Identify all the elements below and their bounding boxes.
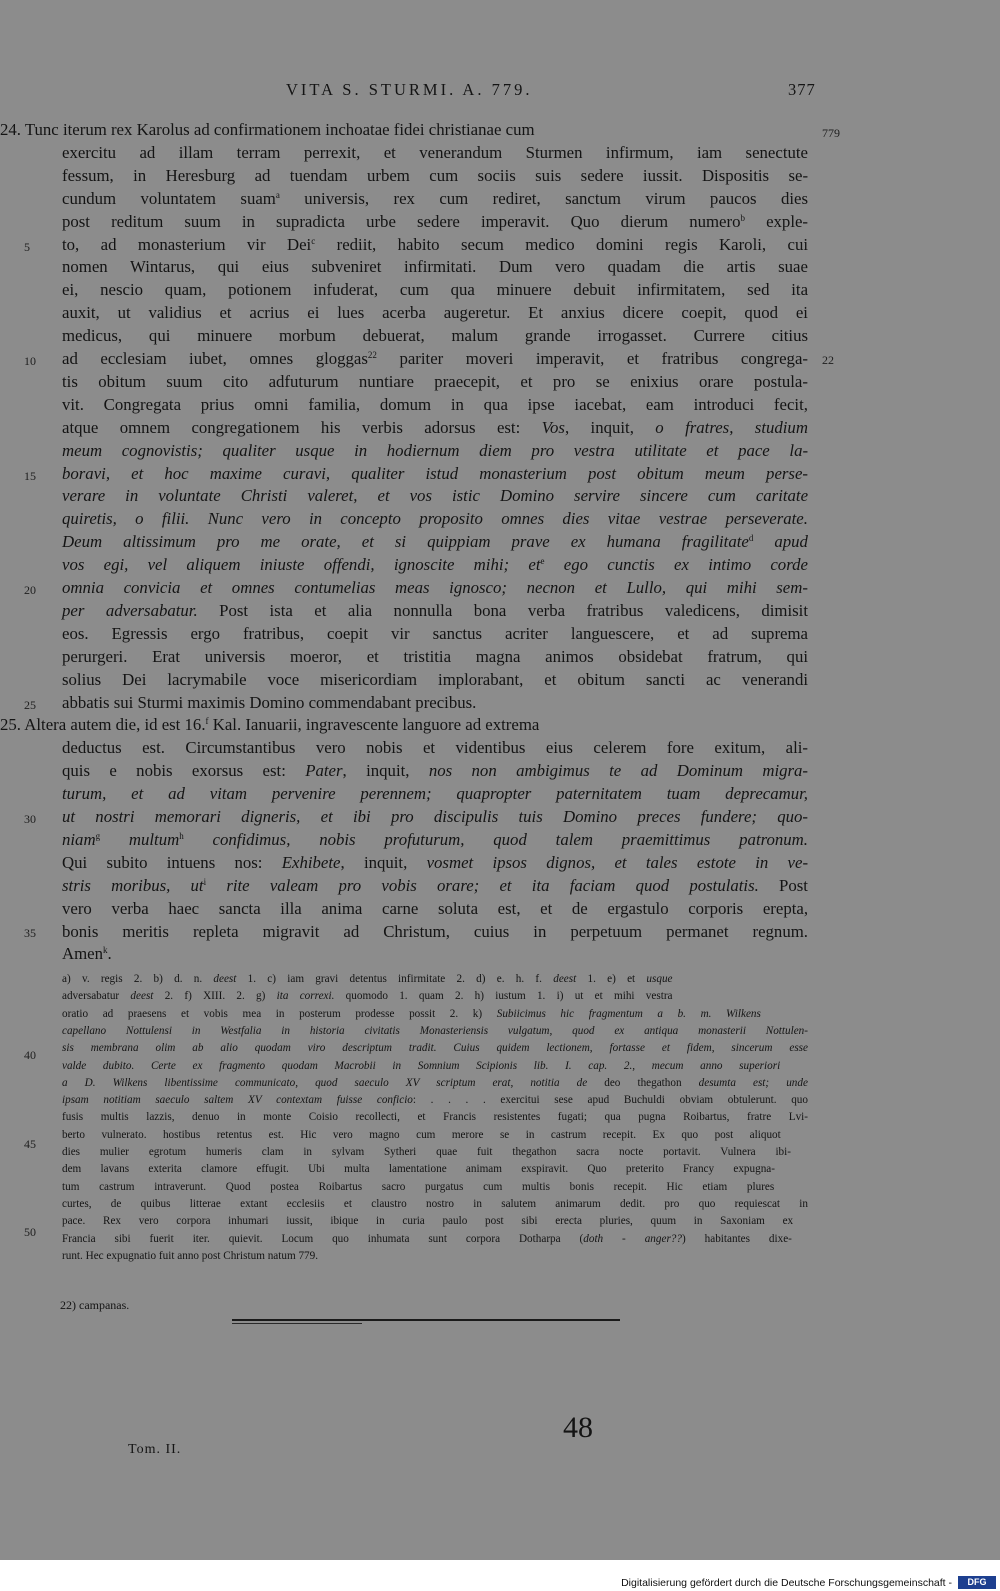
- footnote-line: [62, 1233, 792, 1245]
- text-run: dem lavans exterita clamore effugit. Ubi multa lamentatione animam exspiravit. Quo preterito Francy expugna-: [62, 1163, 776, 1176]
- text-run: meum cognovistis; qualiter usque in hodiernum diem pro vestra utilitate et pace la-: [62, 440, 809, 460]
- text-line: [62, 509, 808, 529]
- text-run: Kal. Ianuarii, ingravescente languore ad extrema: [208, 715, 540, 735]
- text-line: [62, 326, 808, 346]
- line-number: 15: [24, 469, 36, 483]
- text-run: ad ecclesiam iubet, omnes gloggas: [62, 349, 368, 368]
- text-line: [62, 807, 808, 827]
- text-run: Vos: [541, 417, 565, 437]
- note-marker: g: [95, 830, 101, 841]
- line-number: 40: [24, 1048, 36, 1062]
- text-run: quomodo 1. quam 2. h) iustum 1. i) ut et mihi vestra: [334, 990, 673, 1003]
- text-run: tis obitum suum cito adfuturum nuntiare praecepit, et pro se enixius orare postula-: [62, 371, 808, 391]
- text-run: oratio ad praesens et vobis mea in posterum prodesse possit 2. k): [62, 1007, 497, 1020]
- text-run: berto vulnerato. hostibus retentus est. Hic vero magno cum merore se in castrum recepit. Ex quo post aliquot: [62, 1128, 781, 1141]
- text-run: vero verba haec sancta illa anima carne soluta est, et de ergastulo corporis erepta,: [62, 898, 809, 918]
- text-run: tum castrum intraverunt. Quod postea Roibartus sacro purgatus cum multis bonis recepit. Hic etiam plures: [62, 1180, 775, 1193]
- text-run: : . . . . exercitui sese apud Buchuldi obviam obtulerunt. quo: [412, 1094, 808, 1107]
- note-marker: a: [275, 189, 280, 200]
- text-run: 25. Altera autem die, id est 16.: [0, 715, 206, 735]
- text-run: perurgeri. Erat universis moeror, et tristitia magna animos obsidebat fratrum, qui: [62, 646, 808, 666]
- text-run: adversabatur: [62, 990, 131, 1003]
- text-line: [62, 143, 808, 163]
- text-run: turum, et ad vitam pervenire perennem; quapropter paternitatem tuam deprecamur,: [62, 784, 808, 804]
- footnote-line: [62, 1250, 318, 1262]
- text-run: runt. Hec expugnatio fuit anno post Christum natum 779.: [62, 1249, 319, 1262]
- text-run: ) habitantes dixe-: [682, 1232, 792, 1245]
- footnote-22: 22) campanas.: [60, 1298, 130, 1312]
- text-run: 24. Tunc iterum rex Karolus ad confirmationem inchoatae fidei christianae cum: [0, 120, 535, 139]
- text-run: sis membrana olim ab alio quodam viro descriptum tradit. Cuius quidem lectionem, fortasse et fidem, sincerum esse: [62, 1042, 808, 1055]
- text-run: Post ista et alia nonnulla bona verba fratribus valedicens, dimisit: [197, 600, 808, 620]
- text-run: solius Dei lacrymabile voce misericordiam implorabant, et obitum sancti ac venerandi: [62, 669, 808, 689]
- text-line: [62, 899, 808, 919]
- text-line: [62, 235, 808, 255]
- text-run: deest: [553, 973, 577, 985]
- text-run: deductus est. Circumstantibus vero nobis et videntibus eius celerem fore exitum, ali-: [62, 738, 809, 758]
- text-run: niam: [62, 829, 96, 849]
- text-run: desumta est; unde: [698, 1076, 808, 1089]
- text-line: [62, 601, 808, 621]
- footnote-line: [62, 1163, 775, 1175]
- volume-label: Tom. II.: [128, 1442, 182, 1457]
- text-line: [62, 395, 808, 415]
- text-run: deest: [130, 990, 154, 1003]
- footnote-line: [62, 1008, 761, 1020]
- footnote-line: [62, 1094, 808, 1106]
- footer-bar: [0, 1560, 1000, 1591]
- footnote-line: [62, 990, 673, 1002]
- text-line: [62, 922, 808, 942]
- divider-rule: [232, 1319, 620, 1321]
- text-run: valde dubito. Certe ex fragmento quodam Macrobii in Somnium Scipionis lib. I. cap. 2., mecum anno superiori: [62, 1059, 781, 1072]
- text-run: ita correxi.: [276, 990, 335, 1003]
- text-line: [62, 441, 808, 461]
- text-run: atque omnem congregationem his verbis adorsus est:: [62, 417, 542, 437]
- text-run: auxit, ut validius et acrius ei lues acerba augeretur. Et anxius dicere coepit, quod ei: [62, 303, 808, 323]
- text-run: vos egi, vel aliquem iniuste offendi, ignoscite mihi; et: [62, 555, 541, 575]
- text-line: [62, 349, 808, 369]
- note-marker: c: [311, 235, 316, 246]
- line-number: 5: [24, 240, 30, 254]
- footnote-line: [62, 1181, 774, 1193]
- text-run: Amen: [62, 944, 104, 964]
- text-run: doth - anger??: [583, 1232, 682, 1245]
- line-number: 20: [24, 583, 36, 597]
- text-run: Pater: [305, 761, 343, 781]
- text-line: [62, 578, 808, 598]
- text-run: per adversabatur.: [62, 600, 198, 620]
- note-marker: d: [748, 533, 754, 544]
- footnote-line: [62, 1111, 808, 1123]
- text-run: a) v. regis 2. b) d. n.: [62, 973, 214, 985]
- text-run: exple-: [744, 211, 809, 231]
- text-line: [62, 693, 476, 713]
- text-line: [62, 418, 808, 438]
- text-line: [62, 257, 808, 277]
- text-run: usque: [646, 973, 673, 985]
- text-run: pace. Rex vero corpora inhumari iussit, ibique in curia paulo post sibi erecta pluries, quum in Saxoniam ex: [62, 1215, 794, 1228]
- footnote-line: [62, 1060, 780, 1072]
- running-title: VITA S. STURMI. A. 779.: [286, 80, 533, 99]
- text-run: to, ad monasterium vir Dei: [62, 234, 312, 254]
- text-run: , inquit,: [564, 417, 656, 437]
- footnote-line: [62, 1198, 808, 1210]
- text-run: omnia convicia et omnes contumelias meas ignosco; necnon et Lullo, qui mihi sem-: [62, 578, 808, 597]
- text-run: abbatis sui Sturmi maximis Domino commendabant precibus.: [62, 692, 477, 712]
- text-line: [62, 944, 112, 964]
- text-run: Subiicimus hic fragmentum a b. m. Wilkens: [496, 1007, 761, 1020]
- text-run: apud: [753, 532, 808, 552]
- text-line: [62, 555, 808, 575]
- text-run: 2. f) XIII. 2. g): [153, 990, 277, 1003]
- text-run: Post: [758, 875, 808, 895]
- text-run: quiretis, o filii. Nunc vero in concepto proposito omnes dies vitae vestrae perseverate.: [62, 509, 808, 529]
- text-line: [62, 876, 808, 896]
- footnote-line: [62, 1025, 808, 1037]
- text-line: [62, 830, 808, 850]
- text-run: exercitu ad illam terram perrexit, et venerandum Sturmen infirmum, iam senectute: [62, 142, 808, 162]
- text-run: bonis meritis repleta migravit ad Christum, cuius in perpetuum permanet regnum.: [62, 921, 808, 941]
- text-line: [62, 303, 808, 323]
- note-marker: b: [740, 212, 745, 223]
- text-run: multum: [100, 829, 180, 849]
- text-line: [0, 120, 535, 140]
- text-line: [62, 189, 808, 209]
- text-line: [62, 166, 808, 186]
- text-run: curtes, de quibus litterae extant ecclesiis et claustro nostro in salutem animarum dedit. pro quo requiescat in: [62, 1197, 809, 1210]
- footnote-line: [62, 1146, 791, 1158]
- text-run: , inquit,: [340, 852, 427, 872]
- text-run: ego cunctis ex intimo corde: [544, 555, 808, 575]
- footer-credit: Digitalisierung gefördert durch die Deutsche Forschungsgemeinschaft -: [621, 1577, 952, 1589]
- text-run: nomen Wintarus, qui eius subveniret infirmitati. Dum vero quadam die artis suae: [62, 257, 808, 277]
- text-run: quis e nobis exorsus est:: [62, 761, 306, 781]
- text-line: [62, 738, 808, 758]
- text-run: cundum voluntatem suam: [62, 188, 276, 208]
- footnote-line: [62, 1042, 808, 1054]
- text-line: [62, 532, 808, 552]
- text-run: fessum, in Heresburg ad tuendam urbem cum sociis suis sedere iussit. Dispositis se-: [62, 165, 809, 185]
- text-line: [62, 670, 808, 690]
- text-run: 1. e) et: [576, 973, 647, 985]
- footnote-line: [62, 1077, 808, 1089]
- text-run: fusis multis lazzis, denuo in monte Coisio recollecti, et Francis resistentes fugati; qua pugna Roibartus, fratre Lvi-: [62, 1111, 809, 1124]
- line-number: 10: [24, 354, 36, 368]
- text-run: deo thegathon: [587, 1076, 699, 1089]
- text-run: nos non ambigimus te ad Dominum migra-: [428, 761, 809, 781]
- text-run: vosmet ipsos dignos, et tales estote in ve-: [426, 852, 809, 872]
- text-run: o fratres, studium: [655, 417, 808, 437]
- line-number: 50: [24, 1225, 36, 1239]
- text-run: stris moribus, ut: [62, 875, 204, 895]
- footnote-line: [62, 1215, 793, 1227]
- text-run: ei, nescio quam, potionem infuderat, cum qua minuere debuit infirmitatem, sed ita: [62, 280, 809, 300]
- text-line: [0, 715, 539, 735]
- text-run: Francia sibi fuerit iter. quievit. Locum quo inhumata sunt corpora Dotharpa (: [62, 1232, 584, 1245]
- note-marker: k: [103, 945, 108, 956]
- signature-mark: 48: [563, 1411, 593, 1444]
- footnote-line: [62, 1129, 781, 1141]
- text-run: deest: [213, 973, 237, 985]
- note-marker: i: [203, 876, 207, 887]
- text-run: eos. Egressis ergo fratribus, coepit vir sanctus acriter languescere, et ad suprema: [62, 623, 808, 643]
- text-run: ut nostri memorari digneris, et ibi pro discipulis tuis Domino preces fundere; quo-: [62, 807, 809, 826]
- note-marker: h: [179, 830, 184, 841]
- text-line: [62, 761, 808, 781]
- text-line: [62, 486, 808, 506]
- text-line: [62, 784, 808, 804]
- text-line: [62, 464, 808, 484]
- text-run: medicus, qui minuere morbum debuerat, malum grande irrogasset. Currere citius: [62, 326, 809, 346]
- text-run: boravi, et hoc maxime curavi, qualiter istud monasterium post obitum meum perse-: [62, 463, 808, 483]
- text-run: Exhibete: [281, 852, 341, 872]
- note-marker: e: [540, 556, 545, 567]
- text-line: [62, 647, 808, 667]
- text-run: .: [107, 944, 112, 964]
- text-line: [62, 280, 808, 300]
- line-number: 25: [24, 698, 36, 712]
- text-run: , inquit,: [342, 761, 429, 781]
- footnote-line: [62, 973, 673, 985]
- text-line: [62, 372, 808, 392]
- text-run: confidimus, nobis profuturum, quod talem praemittimus patronum.: [183, 829, 809, 849]
- text-run: rediit, habito secum medico domini regis Karoli, cui: [315, 234, 809, 254]
- margin-year: 779: [822, 126, 840, 140]
- text-run: ipsam notitiam saeculo saltem XV contextam fuisse conficio: [62, 1094, 413, 1107]
- margin-note-22: 22: [822, 353, 834, 367]
- line-number: 35: [24, 926, 36, 940]
- text-run: rite valeam pro vobis orare; et ita faciam quod postulatis.: [206, 875, 759, 895]
- text-run: post reditum suum in supradicta urbe sedere imperavit. Quo dierum numero: [62, 211, 741, 231]
- text-run: capellano Nottulensi in Westfalia in historia civitatis Monasteriensis vulgatum, quod ex antiqua monasterii Nottulen-: [62, 1024, 809, 1037]
- divider-rule: [232, 1323, 362, 1324]
- text-line: [62, 212, 808, 232]
- text-run: vit. Congregata prius omni familia, domum in qua ipse iacebat, eam introduci fecit,: [62, 394, 808, 414]
- dfg-logo: DFG: [958, 1576, 996, 1589]
- note-marker: f: [205, 716, 209, 727]
- page-number: 377: [788, 80, 816, 99]
- text-run: Qui subito intuens nos:: [62, 852, 282, 872]
- note-marker: 22: [367, 350, 377, 360]
- line-number: 45: [24, 1137, 36, 1151]
- text-run: pariter moveri imperavit, et fratribus congrega-: [376, 349, 808, 368]
- text-run: universis, rex cum rediret, sanctum virum paucos dies: [279, 188, 808, 208]
- text-run: a D. Wilkens libentissime communicato, quod saeculo XV scriptum erat, notitia de: [62, 1076, 588, 1089]
- text-line: [62, 624, 808, 644]
- text-run: 1. c) iam gravi detentus infirmitate 2. d) e. h. f.: [236, 973, 554, 985]
- text-run: dies mulier egrotum humeris clam in sylvam Sytheri quae fuit thegathon sacra nocte portavit. Vulnera ibi-: [62, 1146, 791, 1158]
- text-line: [62, 853, 808, 873]
- line-number: 30: [24, 812, 36, 826]
- text-run: verare in voluntate Christi valeret, et vos istic Domino servire sincere cum caritate: [62, 486, 809, 506]
- text-run: Deum altissimum pro me orate, et si quippiam prave ex humana fragilitate: [62, 532, 749, 552]
